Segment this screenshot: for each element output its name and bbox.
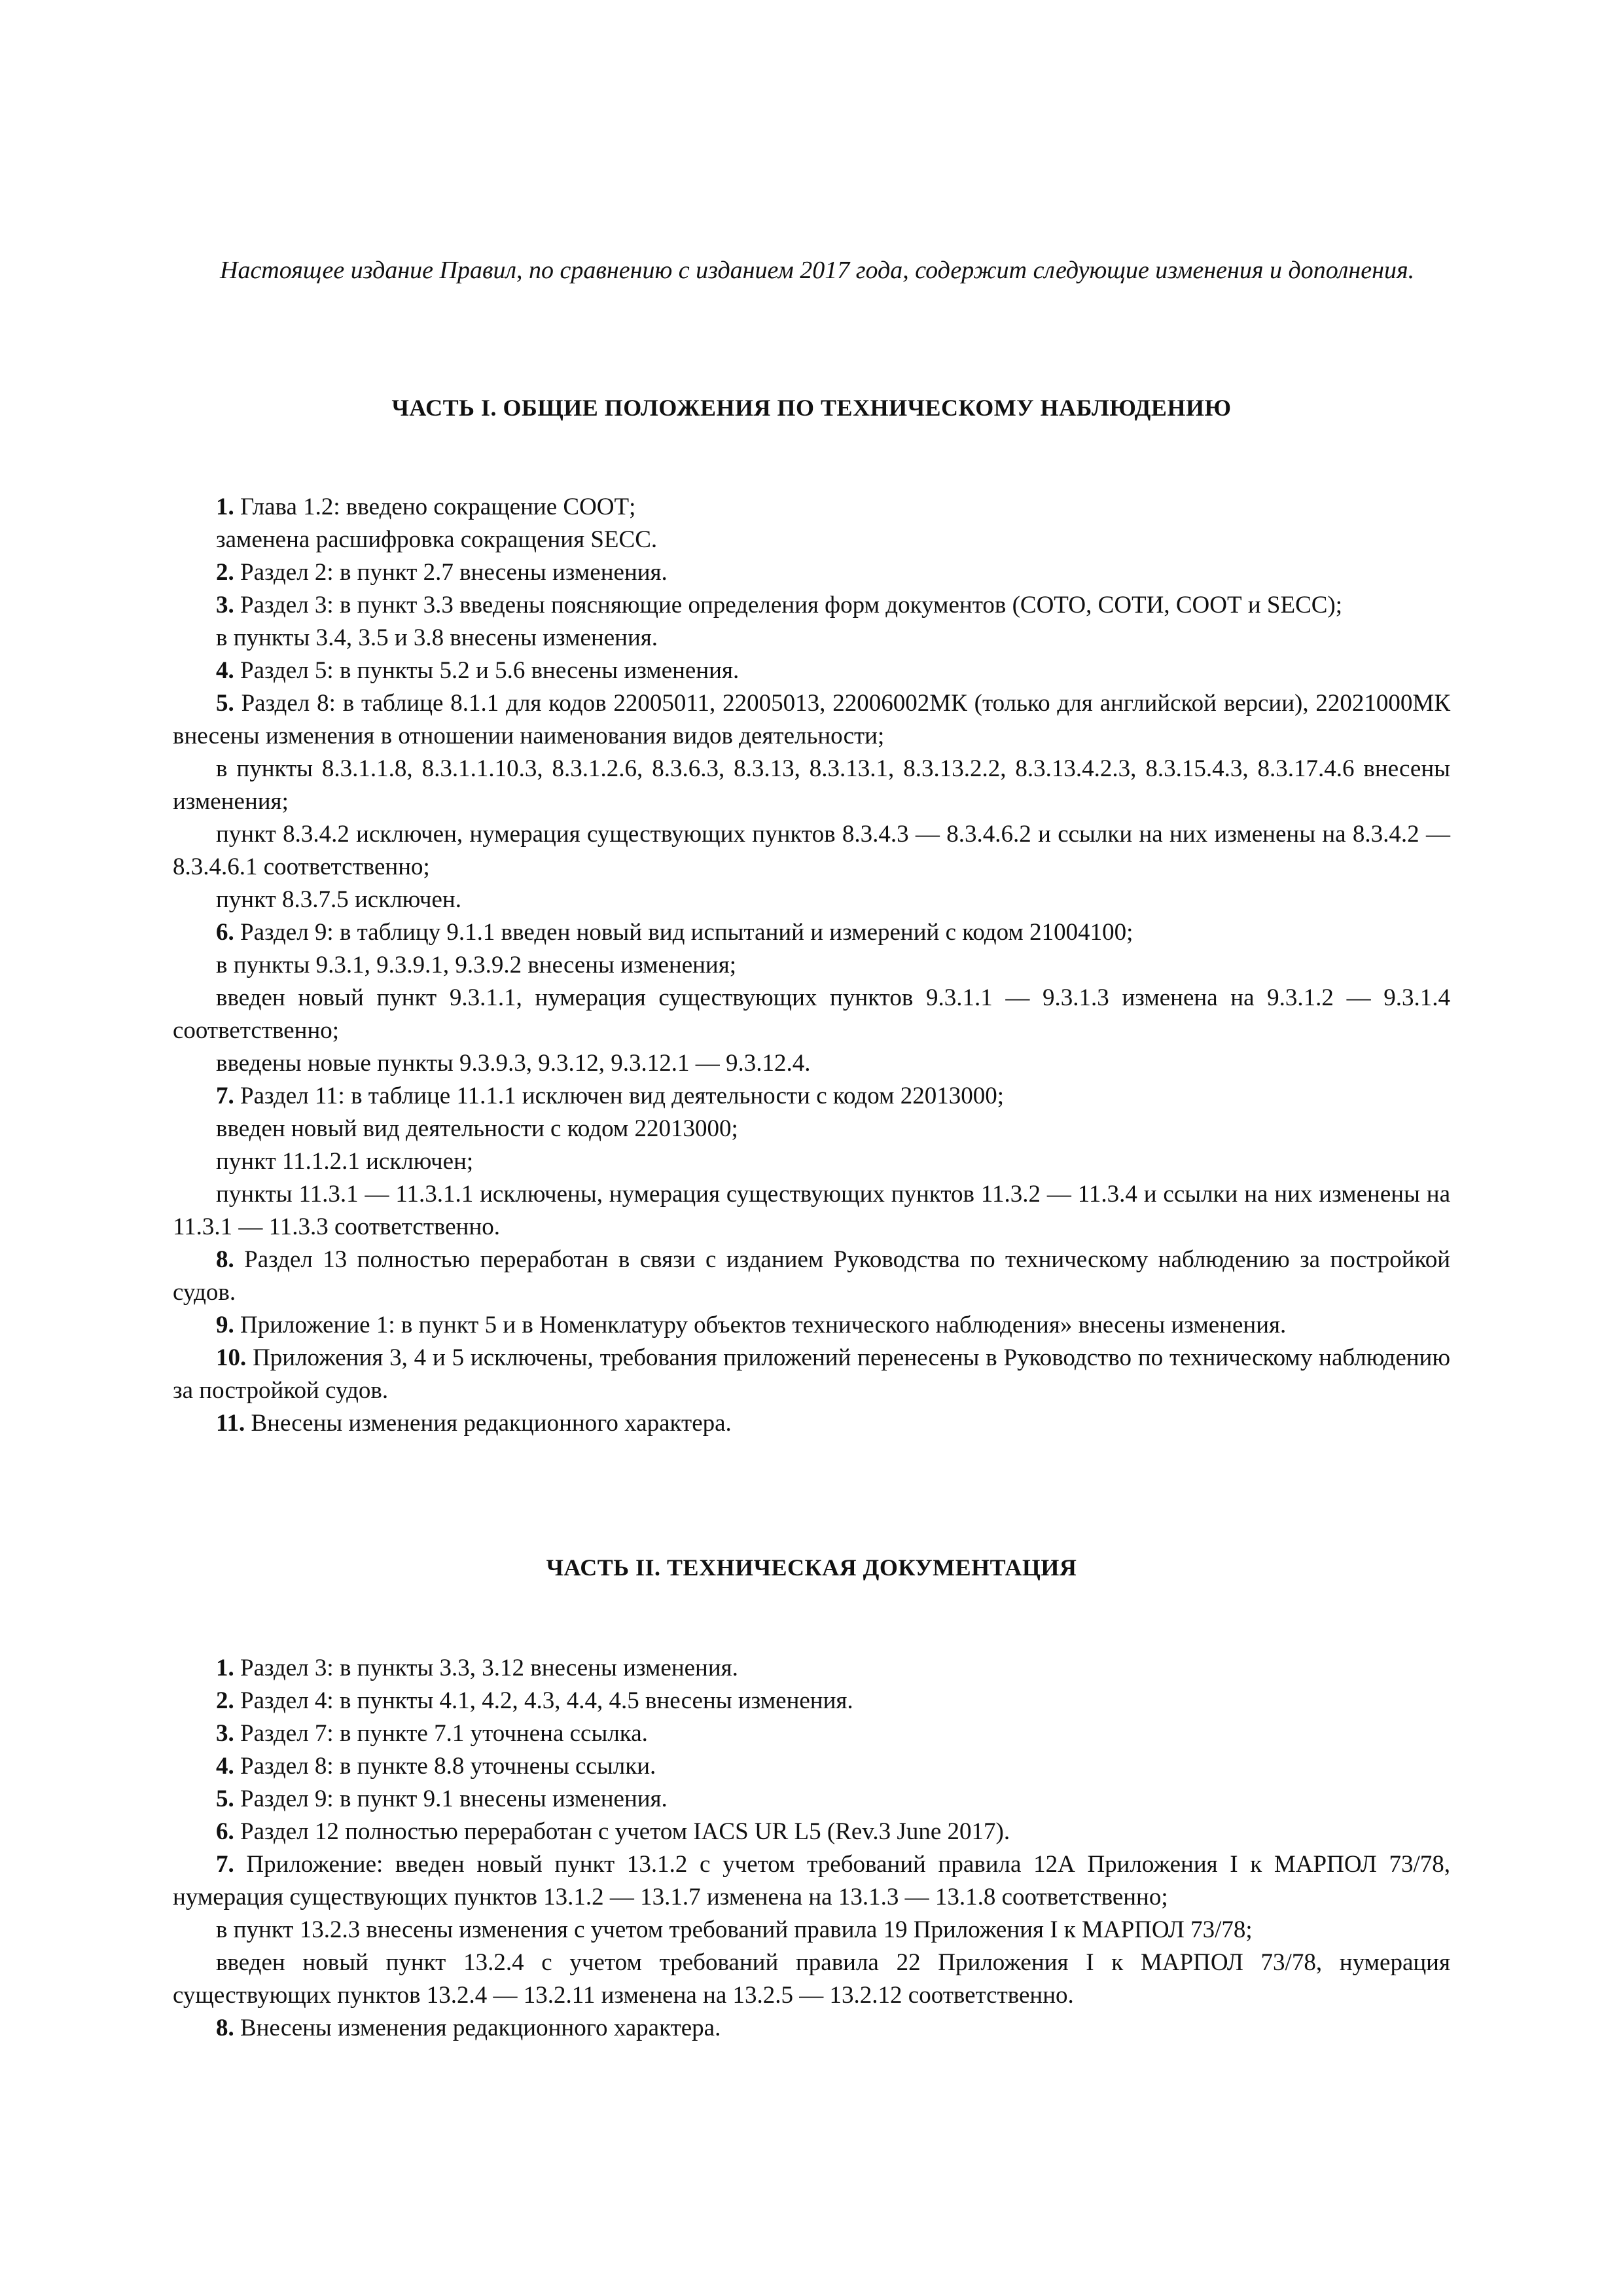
item-text: Раздел 3: в пункты 3.3, 3.12 внесены изменения. xyxy=(240,1655,738,1681)
item-number: 8. xyxy=(216,2015,234,2041)
part1-item xyxy=(173,1309,1450,1342)
part1-item xyxy=(173,884,1450,916)
part1-item xyxy=(173,1080,1450,1113)
part1-item xyxy=(173,1342,1450,1407)
part1-item xyxy=(173,655,1450,687)
part2-item xyxy=(173,1717,1450,1750)
part2-item xyxy=(173,1652,1450,1685)
part2-item xyxy=(173,1946,1450,2012)
item-text: Раздел 8: в пункте 8.8 уточнены ссылки. xyxy=(240,1753,656,1780)
part2-item xyxy=(173,1685,1450,1717)
item-text: введен новый пункт 9.3.1.1, нумерация существующих пунктов 9.3.1.1 — 9.3.1.3 изменена на 9.3.1.2 — 9.3.1.4 соответственно; xyxy=(173,984,1450,1044)
item-text: в пункт 13.2.3 внесены изменения с учетом требований правила 19 Приложения I к МАРПОЛ 73/78; xyxy=(216,1916,1253,1943)
part1-list xyxy=(173,491,1450,1440)
item-number: 1. xyxy=(216,493,234,520)
part2-item xyxy=(173,1783,1450,1816)
item-text: пункт 8.3.7.5 исключен. xyxy=(216,886,461,913)
item-text: введен новый вид деятельности с кодом 22013000; xyxy=(216,1115,738,1142)
item-number: 10. xyxy=(216,1344,247,1371)
part1-item xyxy=(173,1047,1450,1080)
item-number: 3. xyxy=(216,1720,234,1747)
item-text: пункт 8.3.4.2 исключен, нумерация существующих пунктов 8.3.4.3 — 8.3.4.6.2 и ссылки на них изменены на 8.3.4.2 — 8.3.4.6.1 соответственно; xyxy=(173,821,1450,880)
item-text: заменена расшифровка сокращения SECC. xyxy=(216,526,658,553)
part2-item xyxy=(173,1816,1450,1848)
part1-item xyxy=(173,687,1450,753)
part1-item xyxy=(173,1113,1450,1145)
part2-item xyxy=(173,2012,1450,2045)
item-text: пункты 11.3.1 — 11.3.1.1 исключены, нумерация существующих пунктов 11.3.2 — 11.3.4 и ссылки на них изменены на 11.3.1 — 11.3.3 соответственно. xyxy=(173,1181,1450,1240)
item-number: 5. xyxy=(216,690,234,717)
part1-item xyxy=(173,1244,1450,1309)
part1-item xyxy=(173,1178,1450,1244)
item-text: Раздел 3: в пункт 3.3 введены поясняющие определения форм документов (СОТО, СОТИ, СООТ и SECC); xyxy=(240,592,1343,619)
item-text: Раздел 11: в таблице 11.1.1 исключен вид деятельности с кодом 22013000; xyxy=(240,1083,1004,1109)
part2-item xyxy=(173,1848,1450,1914)
part1-item xyxy=(173,622,1450,655)
part1-item xyxy=(173,1407,1450,1440)
item-text: Раздел 12 полностью переработан с учетом IACS UR L5 (Rev.3 June 2017). xyxy=(240,1818,1010,1845)
item-text: Раздел 4: в пункты 4.1, 4.2, 4.3, 4.4, 4.5 внесены изменения. xyxy=(240,1687,853,1714)
item-text: Приложение 1: в пункт 5 и в Номенклатуру объектов технического наблюдения» внесены изменения. xyxy=(240,1312,1287,1338)
intro-paragraph: Настоящее издание Правил, по сравнению с изданием 2017 года, содержит следующие изменения и дополнения. xyxy=(220,257,1415,284)
item-text: введен новый пункт 13.2.4 с учетом требований правила 22 Приложения I к МАРПОЛ 73/78, нумерация существующих пунктов 13.2.4 — 13.2.11 изменена на 13.2.5 — 13.2.12 соответственно. xyxy=(173,1949,1450,2009)
item-text: в пункты 3.4, 3.5 и 3.8 внесены изменения. xyxy=(216,624,658,651)
item-number: 2. xyxy=(216,1687,234,1714)
part1-item xyxy=(173,524,1450,556)
part1-item xyxy=(173,1145,1450,1178)
part1-item xyxy=(173,491,1450,524)
part1-item xyxy=(173,949,1450,982)
item-text: Глава 1.2: введено сокращение СООТ; xyxy=(240,493,636,520)
item-number: 5. xyxy=(216,1785,234,1812)
item-number: 7. xyxy=(216,1851,234,1878)
item-text: в пункты 8.3.1.1.8, 8.3.1.1.10.3, 8.3.1.2.6, 8.3.6.3, 8.3.13, 8.3.13.1, 8.3.13.2.2, 8.3.13.4.2.3, 8.3.15.4.3, 8.3.17.4.6 внесены изменения; xyxy=(173,755,1450,815)
item-number: 9. xyxy=(216,1312,234,1338)
item-number: 6. xyxy=(216,919,234,946)
item-text: Раздел 13 полностью переработан в связи с изданием Руководства по техническому наблюдению за постройкой судов. xyxy=(173,1246,1450,1306)
item-text: Приложение: введен новый пункт 13.1.2 с учетом требований правила 12А Приложения I к МАРПОЛ 73/78, нумерация существующих пунктов 13.1.2 — 13.1.7 изменена на 13.1.3 — 13.1.8 соответственно; xyxy=(173,1851,1451,1910)
item-text: Приложения 3, 4 и 5 исключены, требования приложений перенесены в Руководство по техническому наблюдению за постройкой судов. xyxy=(173,1344,1451,1404)
item-number: 11. xyxy=(216,1410,245,1437)
item-number: 1. xyxy=(216,1655,234,1681)
part1-title: ЧАСТЬ I. ОБЩИЕ ПОЛОЖЕНИЯ ПО ТЕХНИЧЕСКОМУ НАБЛЮДЕНИЮ xyxy=(391,395,1232,421)
part1-item xyxy=(173,589,1450,622)
part1-item xyxy=(173,916,1450,949)
part2-list xyxy=(173,1652,1450,2045)
item-text: в пункты 9.3.1, 9.3.9.1, 9.3.9.2 внесены изменения; xyxy=(216,952,737,978)
item-text: Внесены изменения редакционного характера. xyxy=(251,1410,732,1437)
item-text: Внесены изменения редакционного характера. xyxy=(240,2015,721,2041)
item-text: Раздел 9: в пункт 9.1 внесены изменения. xyxy=(240,1785,668,1812)
item-text: Раздел 8: в таблице 8.1.1 для кодов 22005011, 22005013, 22006002МК (только для английской версии), 22021000МК внесены изменения в отношении наименования видов деятельности; xyxy=(173,690,1450,749)
item-text: введены новые пункты 9.3.9.3, 9.3.12, 9.3.12.1 — 9.3.12.4. xyxy=(216,1050,811,1077)
item-number: 6. xyxy=(216,1818,234,1845)
part2-title: ЧАСТЬ II. ТЕХНИЧЕСКАЯ ДОКУМЕНТАЦИЯ xyxy=(546,1554,1077,1581)
item-number: 2. xyxy=(216,559,234,586)
item-number: 7. xyxy=(216,1083,234,1109)
part2-item xyxy=(173,1914,1450,1946)
part1-item xyxy=(173,753,1450,818)
item-number: 3. xyxy=(216,592,234,619)
item-number: 8. xyxy=(216,1246,234,1273)
part1-item xyxy=(173,982,1450,1047)
item-text: Раздел 2: в пункт 2.7 внесены изменения. xyxy=(240,559,668,586)
item-number: 4. xyxy=(216,657,234,684)
part1-item xyxy=(173,818,1450,884)
item-text: Раздел 7: в пункте 7.1 уточнена ссылка. xyxy=(240,1720,648,1747)
item-text: Раздел 9: в таблицу 9.1.1 введен новый вид испытаний и измерений с кодом 21004100; xyxy=(240,919,1133,946)
item-text: пункт 11.1.2.1 исключен; xyxy=(216,1148,474,1175)
part1-item xyxy=(173,556,1450,589)
part2-item xyxy=(173,1750,1450,1783)
item-number: 4. xyxy=(216,1753,234,1780)
item-text: Раздел 5: в пункты 5.2 и 5.6 внесены изменения. xyxy=(240,657,740,684)
